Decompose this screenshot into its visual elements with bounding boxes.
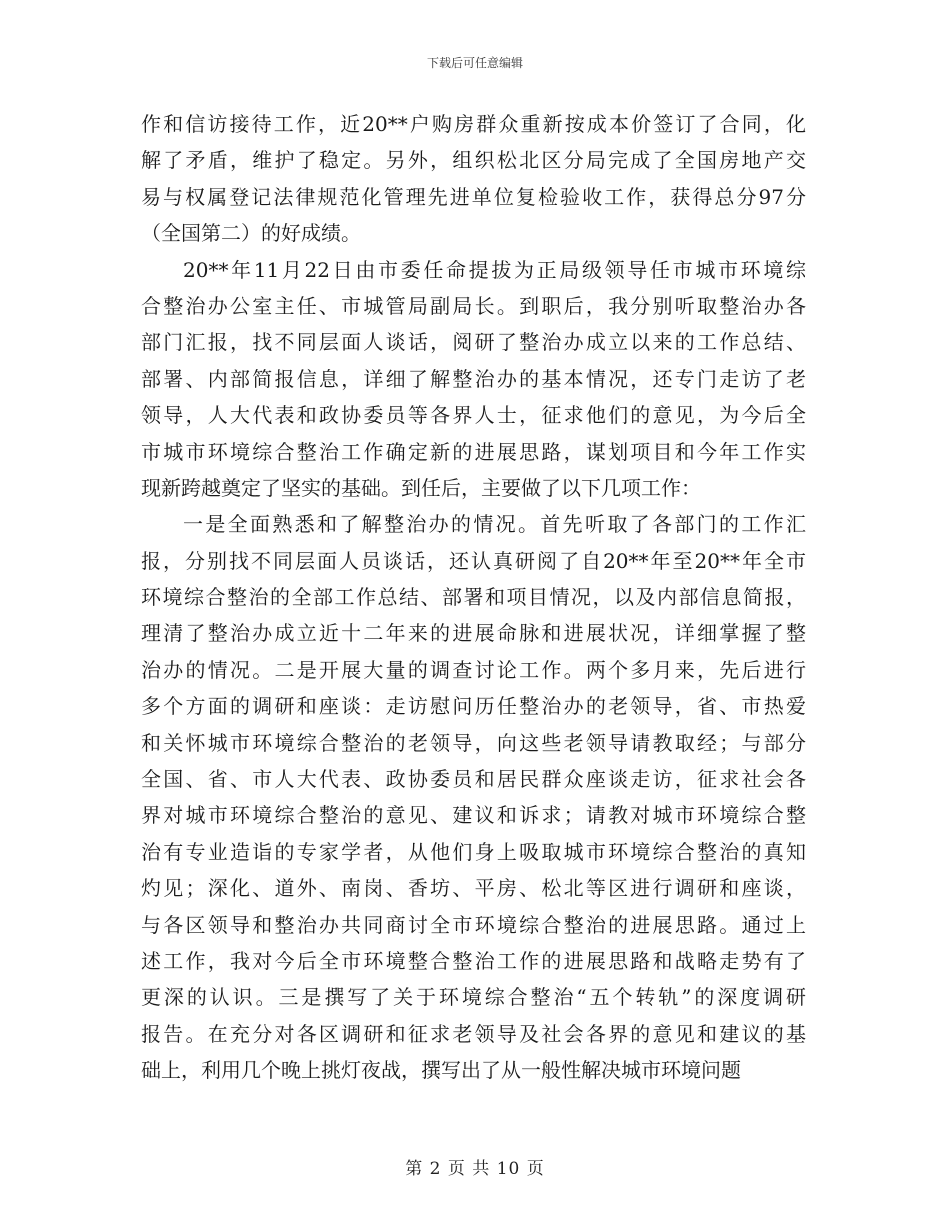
text-line: 和关怀城市环境综合整治的老领导，向这些老领导请教取经；与部分 [141,730,806,755]
text-line: 现新跨越奠定了坚实的基础。到任后，主要做了以下几项工作： [141,475,701,500]
text-line: 环境综合整治的全部工作总结、部署和项目情况，以及内部信息简报， [141,585,806,610]
text-line: 部门汇报，找不同层面人谈话，阅研了整治办成立以来的工作总结、 [141,330,806,355]
page-header-note: 下载后可任意编辑 [426,56,523,70]
document-body [141,106,806,1089]
text-line: 全国、省、市人大代表、政协委员和居民群众座谈走访，征求社会各 [141,767,806,792]
text-line: 多个方面的调研和座谈：走访慰问历任整治办的老领导，省、市热爱 [141,694,806,719]
text-line: 述工作，我对今后全市环境整合整治工作的进展思路和战略走势有了 [141,948,806,973]
paragraph [141,506,806,1088]
text-line: 报，分别找不同层面人员谈话，还认真研阅了自20**年至20**年全市 [141,548,806,573]
text-line: 础上，利用几个晚上挑灯夜战，撰写出了从一般性解决城市环境问题 [141,1058,741,1083]
text-line: 治有专业造诣的专家学者，从他们身上吸取城市环境综合整治的真知 [141,839,806,864]
text-line: 报告。在充分对各区调研和征求老领导及社会各界的意见和建议的基 [141,1021,806,1046]
text-line: 20**年11月22日由市委任命提拔为正局级领导任市城市环境综 [183,257,806,282]
text-line: 解了矛盾，维护了稳定。另外，组织松北区分局完成了全国房地产交 [141,148,806,173]
text-line: 一是全面熟悉和了解整治办的情况。首先听取了各部门的工作汇 [183,512,806,537]
text-line: 市城市环境综合整治工作确定新的进展思路，谋划项目和今年工作实 [141,439,806,464]
text-line: 灼见；深化、道外、南岗、香坊、平房、松北等区进行调研和座谈， [141,876,806,901]
text-line: （全国第二）的好成绩。 [141,221,361,246]
text-line: 与各区领导和整治办共同商讨全市环境综合整治的进展思路。通过上 [141,912,806,937]
text-line: 部署、内部简报信息，详细了解整治办的基本情况，还专门走访了老 [141,366,806,391]
text-line: 界对城市环境综合整治的意见、建议和诉求；请教对城市环境综合整 [141,803,806,828]
paragraph [141,106,806,252]
text-line: 作和信访接待工作，近20**户购房群众重新按成本价签订了合同，化 [141,112,806,136]
text-line: 合整治办公室主任、市城管局副局长。到职后，我分别听取整治办各 [141,293,806,318]
text-line: 领导，人大代表和政协委员等各界人士，征求他们的意见，为今后全 [141,403,806,428]
page-number-footer: 第 2 页 共 10 页 [405,1159,545,1179]
text-line: 更深的认识。三是撰写了关于环境综合整治“五个转轨”的深度调研 [141,985,806,1010]
text-line: 理清了整治办成立近十二年来的进展命脉和进展状况，详细掌握了整 [141,621,806,646]
paragraph [141,252,806,507]
text-line: 易与权属登记法律规范化管理先进单位复检验收工作，获得总分97分 [141,184,806,209]
text-line: 治办的情况。二是开展大量的调查讨论工作。两个多月来，先后进行 [141,657,806,682]
